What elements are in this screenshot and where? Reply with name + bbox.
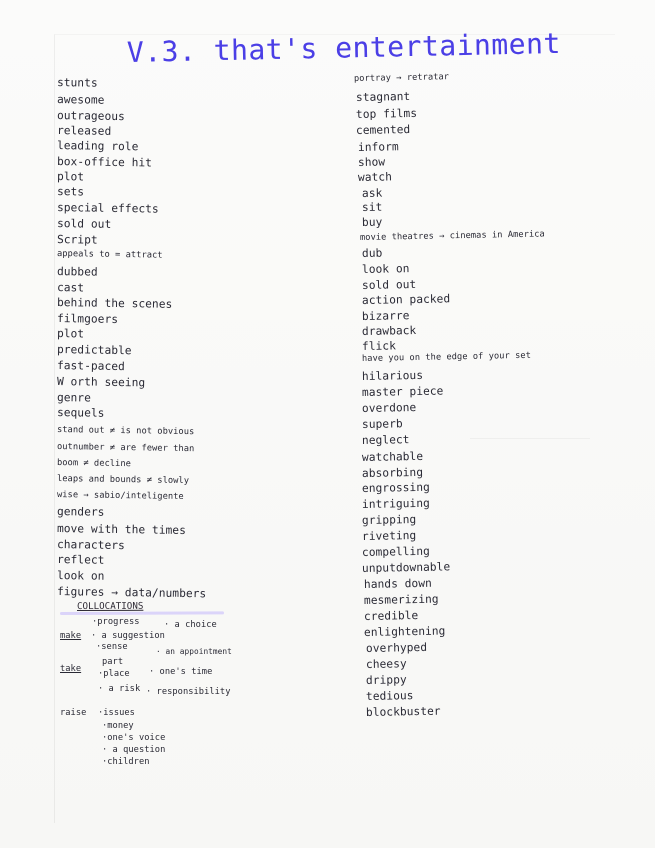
vocab-item-sets: sets [56, 185, 85, 199]
vocab-item-figures: figures → data/numbers [56, 585, 207, 601]
vocab-item-portray: portray → retratar [353, 72, 450, 84]
vocab-item-absorbing: absorbing [361, 465, 424, 480]
vocab-item-boom: boom ≠ decline [56, 458, 132, 470]
vocab-item-cheesy: cheesy [365, 657, 407, 671]
vocab-item-overdone: overdone [361, 400, 417, 415]
vocab-item-plot-first: plot [56, 170, 85, 184]
vocab-item-neglect: neglect [361, 433, 410, 447]
make-label: make [60, 631, 82, 641]
vocab-item-action-packed: action packed [361, 292, 451, 307]
vocab-item-drippy: drippy [365, 673, 407, 687]
vocab-item-cast: cast [56, 281, 85, 295]
vocab-item-worth-seeing: W orth seeing [56, 375, 146, 390]
make-item-suggestion: · a suggestion [91, 631, 165, 641]
vocab-item-hilarious: hilarious [361, 368, 424, 383]
take-item-part: part [102, 657, 124, 667]
faint-margin-line [470, 438, 590, 439]
vocab-item-master-piece: master piece [361, 384, 444, 399]
vocab-item-genre: genre [56, 391, 92, 405]
vocab-item-reflect: reflect [56, 553, 105, 567]
raise-item-issues: ·issues [98, 708, 135, 718]
vocab-item-ask: ask [361, 186, 383, 200]
vocab-item-wise: wise → sabio/inteligente [56, 490, 184, 502]
vocab-item-show: show [357, 155, 386, 169]
vocab-item-mesmerizing: mesmerizing [363, 592, 439, 607]
vocab-item-filmgoers: filmgoers [56, 312, 119, 326]
vocab-item-stand-out: stand out ≠ is not obvious [56, 425, 195, 438]
vocab-item-predictable: predictable [56, 343, 132, 358]
vocab-item-credible: credible [363, 608, 419, 623]
vocab-item-script: Script [56, 233, 98, 247]
take-label: take [60, 664, 82, 674]
vocab-item-characters: characters [56, 538, 125, 553]
vocab-item-dubbed: dubbed [56, 265, 98, 279]
vocab-item-enlightening: enlightening [363, 624, 446, 639]
vocab-item-released: released [56, 124, 112, 138]
vocab-item-watchable: watchable [361, 449, 424, 464]
vocab-item-cemented: cemented [355, 122, 411, 137]
vocab-item-hands-down: hands down [363, 576, 432, 591]
vocab-item-bizarre: bizarre [361, 309, 410, 323]
vocab-item-riveting: riveting [361, 528, 417, 543]
vocab-item-unputdownable: unputdownable [361, 560, 451, 575]
raise-item-money: ·money [102, 721, 134, 731]
make-item-appointment: · an appointment [156, 647, 232, 656]
vocab-item-edge-of-your-set: have you on the edge of your set [361, 350, 532, 364]
vocab-item-plot-second: plot [56, 327, 85, 341]
vocab-item-behind-the-scenes: behind the scenes [56, 296, 173, 311]
vocab-item-intriguing: intriguing [361, 496, 430, 511]
vocab-item-engrossing: engrossing [361, 480, 430, 495]
vocab-item-movie-theatres: movie theatres → cinemas in America [359, 229, 545, 243]
make-item-sense: ·sense [96, 642, 128, 652]
vocab-item-tedious: tedious [365, 689, 414, 703]
vocab-item-sold-out-right: sold out [361, 277, 417, 292]
vocab-item-look-on-left: look on [56, 569, 105, 583]
take-item-responsibility: · responsibility [146, 687, 231, 697]
vocab-item-fast-paced: fast-paced [56, 359, 125, 374]
vocab-item-sequels: sequels [56, 406, 105, 420]
vocab-item-box-office-hit: box-office hit [56, 155, 153, 170]
vocab-item-compelling: compelling [361, 544, 430, 559]
vocab-item-appeals-to: appeals to = attract [56, 249, 163, 261]
vocab-item-watch: watch [357, 170, 393, 184]
vocab-item-sold-out-left: sold out [56, 217, 112, 231]
make-item-choice: · a choice [164, 620, 217, 630]
vocab-item-gripping: gripping [361, 512, 417, 527]
make-item-progress: ·progress [92, 617, 140, 627]
raise-item-ones-voice: ·one's voice [102, 733, 166, 743]
vocab-item-superb: superb [361, 417, 403, 431]
vocab-item-awesome: awesome [56, 93, 105, 107]
vocab-item-special-effects: special effects [56, 201, 159, 216]
raise-item-children: ·children [102, 757, 150, 767]
page-title: V.3. that's entertainment [126, 26, 562, 69]
vocab-item-drawback: drawback [361, 323, 417, 338]
raise-label: raise [60, 708, 87, 718]
raise-item-question: · a question [102, 745, 166, 755]
vocab-item-leaps-and-bounds: leaps and bounds ≠ slowly [56, 474, 190, 487]
vocab-item-look-on-right: look on [361, 262, 410, 276]
vocab-item-dub: dub [361, 246, 383, 260]
vocab-item-sit: sit [361, 200, 383, 214]
take-item-risk: · a risk [98, 684, 141, 694]
vocab-item-inform: inform [357, 140, 399, 154]
vocab-item-blockbuster: blockbuster [365, 704, 441, 719]
vocab-item-move-with-the-times: move with the times [56, 522, 187, 538]
vocab-item-stunts: stunts [56, 76, 98, 90]
vocab-item-genders: genders [56, 505, 105, 519]
take-item-place: ·place [98, 669, 130, 679]
vocab-item-stagnant: stagnant [355, 89, 411, 104]
vocab-item-flick: flick [361, 339, 397, 353]
vocab-item-leading-role: leading role [56, 139, 139, 154]
collocations-heading: COLLOCATIONS [76, 600, 144, 612]
take-item-time: · one's time [149, 667, 213, 677]
vocab-item-buy: buy [361, 215, 383, 229]
vocab-item-outnumber: outnumber ≠ are fewer than [56, 442, 195, 455]
vocab-item-outrageous: outrageous [56, 109, 125, 124]
vocab-item-overhyped: overhyped [365, 640, 428, 655]
vocab-item-top-films: top films [355, 106, 418, 121]
